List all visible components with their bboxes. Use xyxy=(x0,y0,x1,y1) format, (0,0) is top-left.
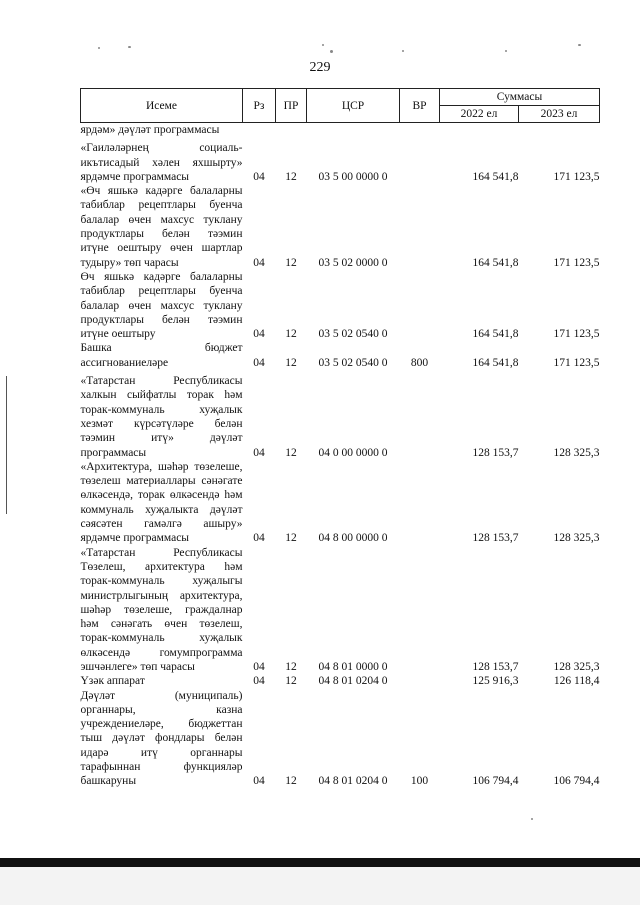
row-name: Өч яшькә кадәрге балаларны табиблар рецептлары буенча балалар өчен махсус туклану продуктлары белән тәэмин итүне оештыру xyxy=(80,270,243,341)
row-csr: 04 8 00 0000 0 xyxy=(318,532,388,545)
table-row xyxy=(81,123,600,138)
row-rz: 04 xyxy=(253,170,265,183)
row-amount-2023: 126 118,4 xyxy=(553,675,600,688)
row-pr: 12 xyxy=(285,660,297,673)
row-pr: 12 xyxy=(285,256,297,269)
row-vr xyxy=(400,137,440,184)
header-year-2023: 2023 ел xyxy=(519,106,600,123)
row-vr xyxy=(400,546,440,675)
row-amount-2022: 164 541,8 xyxy=(472,170,519,183)
row-csr: 03 5 02 0000 0 xyxy=(318,256,388,269)
row-amount-2023: 171 123,5 xyxy=(553,170,600,183)
row-amount-2023: 128 325,3 xyxy=(553,446,600,459)
row-amount-2022: 128 153,7 xyxy=(472,532,519,545)
row-amount-2022: 164 541,8 xyxy=(472,256,519,269)
row-vr: 100 xyxy=(410,775,429,788)
row-name: Дәүләт (муниципаль) органнары, казна учреждениеләре, бюджеттан тыш дәүләт фондлары белән идарә итү органнары тарафыннан функцияләр башкаруны xyxy=(80,689,243,788)
row-amount-2022 xyxy=(440,123,519,138)
header-year-2022: 2022 ел xyxy=(440,106,519,123)
table-row xyxy=(81,460,600,546)
scan-speck xyxy=(322,44,324,46)
row-vr xyxy=(400,184,440,270)
row-name: «Татарстан Республикасы Төзелеш, архитектура һәм торак-коммуналь хуҗалыгы министрлыгының архитектура, шәһәр төзелеше, граждалнар һәм сәнәгать өчен төзелеш, торак-коммуналь хуҗалык өлкәсендә гомумпрограмма эшчәнлеге» төп чарасы xyxy=(80,546,243,673)
budget-table xyxy=(80,88,600,789)
scan-speck xyxy=(330,50,333,53)
row-rz: 04 xyxy=(253,532,265,545)
table-row xyxy=(81,674,600,688)
row-amount-2022: 125 916,3 xyxy=(472,675,519,688)
row-name: «Архитектура, шәһәр төзелеше, төзелеш материаллары сәнәгате өлкәсендә, торак өлкәсендә һәм коммуналь хуҗалыкта дәүләт сәясәтен гамәлгә ашыру» ярдәмче программасы xyxy=(80,460,243,545)
row-name: Башка бюджет ассигнованиеләре xyxy=(80,342,243,369)
row-pr xyxy=(276,123,307,138)
row-csr: 04 8 01 0204 0 xyxy=(318,775,388,788)
row-rz: 04 xyxy=(253,356,265,369)
row-vr xyxy=(400,270,440,341)
row-amount-2022: 128 153,7 xyxy=(472,446,519,459)
header-vr: ВР xyxy=(400,89,440,123)
row-vr xyxy=(400,674,440,688)
row-pr: 12 xyxy=(285,675,297,688)
row-amount-2023: 171 123,5 xyxy=(553,256,600,269)
row-amount-2023: 106 794,4 xyxy=(553,775,600,788)
scan-speck xyxy=(531,818,533,820)
table-row xyxy=(81,137,600,184)
row-amount-2023: 128 325,3 xyxy=(553,532,600,545)
row-vr xyxy=(400,370,440,460)
scan-bottom-shadow xyxy=(0,867,640,905)
scan-speck xyxy=(402,50,404,52)
row-pr: 12 xyxy=(285,356,297,369)
table-row xyxy=(81,546,600,675)
row-csr: 04 8 01 0000 0 xyxy=(318,660,388,673)
row-csr: 03 5 02 0540 0 xyxy=(318,356,388,369)
row-csr: 04 0 00 0000 0 xyxy=(318,446,388,459)
row-name: «Өч яшькә кадәрге балаларны табиблар рецептлары буенча балалар өчен махсус туклану продуктлары белән тәэмин итүне оештыру өчен шартлар тудыру» төп чарасы xyxy=(80,185,243,269)
header-sums: Суммасы xyxy=(440,89,600,106)
row-pr: 12 xyxy=(285,446,297,459)
row-rz xyxy=(243,123,276,138)
row-vr xyxy=(400,123,440,138)
row-vr: 800 xyxy=(410,356,429,369)
row-amount-2023: 171 123,5 xyxy=(553,328,600,341)
table-row xyxy=(81,270,600,341)
header-rz: Рз xyxy=(243,89,276,123)
row-pr: 12 xyxy=(285,328,297,341)
table-row xyxy=(81,341,600,370)
row-rz: 04 xyxy=(253,256,265,269)
header-name: Исеме xyxy=(81,89,243,123)
row-rz: 04 xyxy=(253,775,265,788)
row-rz: 04 xyxy=(253,328,265,341)
row-vr xyxy=(400,460,440,546)
row-amount-2022: 106 794,4 xyxy=(472,775,519,788)
row-rz: 04 xyxy=(253,660,265,673)
scan-speck xyxy=(578,44,581,46)
scan-margin-rule xyxy=(6,376,7,514)
scan-speck xyxy=(505,50,507,52)
table-header-row xyxy=(81,89,600,106)
row-name: ярдәм» дәүләт программасы xyxy=(80,124,220,136)
header-csr: ЦСР xyxy=(307,89,400,123)
row-name: Үзәк аппарат xyxy=(80,675,145,688)
table-body xyxy=(81,123,600,789)
row-name: «Татарстан Республикасы халкын сыйфатлы торак һәм торак-коммуналь хуҗалык хезмәт күрсәтүләре белән тәэмин итү» дәүләт программасы xyxy=(80,375,243,459)
row-amount-2023: 171 123,5 xyxy=(553,356,600,369)
row-pr: 12 xyxy=(285,775,297,788)
table-row xyxy=(81,184,600,270)
row-csr: 03 5 00 0000 0 xyxy=(318,170,388,183)
table-row xyxy=(81,370,600,460)
header-pr: ПР xyxy=(276,89,307,123)
page-number: 229 xyxy=(309,60,331,75)
row-csr: 03 5 02 0540 0 xyxy=(318,328,388,341)
row-csr: 04 8 01 0204 0 xyxy=(318,675,388,688)
row-pr: 12 xyxy=(285,170,297,183)
row-pr: 12 xyxy=(285,532,297,545)
row-amount-2023 xyxy=(519,123,600,138)
row-csr xyxy=(307,123,400,138)
row-amount-2022: 164 541,8 xyxy=(472,328,519,341)
scan-speck xyxy=(98,47,100,49)
row-amount-2022: 128 153,7 xyxy=(472,660,519,673)
row-amount-2022: 164 541,8 xyxy=(472,356,519,369)
scan-bottom-edge xyxy=(0,858,640,867)
row-amount-2023: 128 325,3 xyxy=(553,660,600,673)
row-rz: 04 xyxy=(253,446,265,459)
table-row xyxy=(81,689,600,789)
row-rz: 04 xyxy=(253,675,265,688)
row-name: «Гаиләләрнең социаль-икътисадый хәлен яхшырту» ярдәмче программасы xyxy=(80,142,243,183)
scan-speck xyxy=(128,46,131,48)
